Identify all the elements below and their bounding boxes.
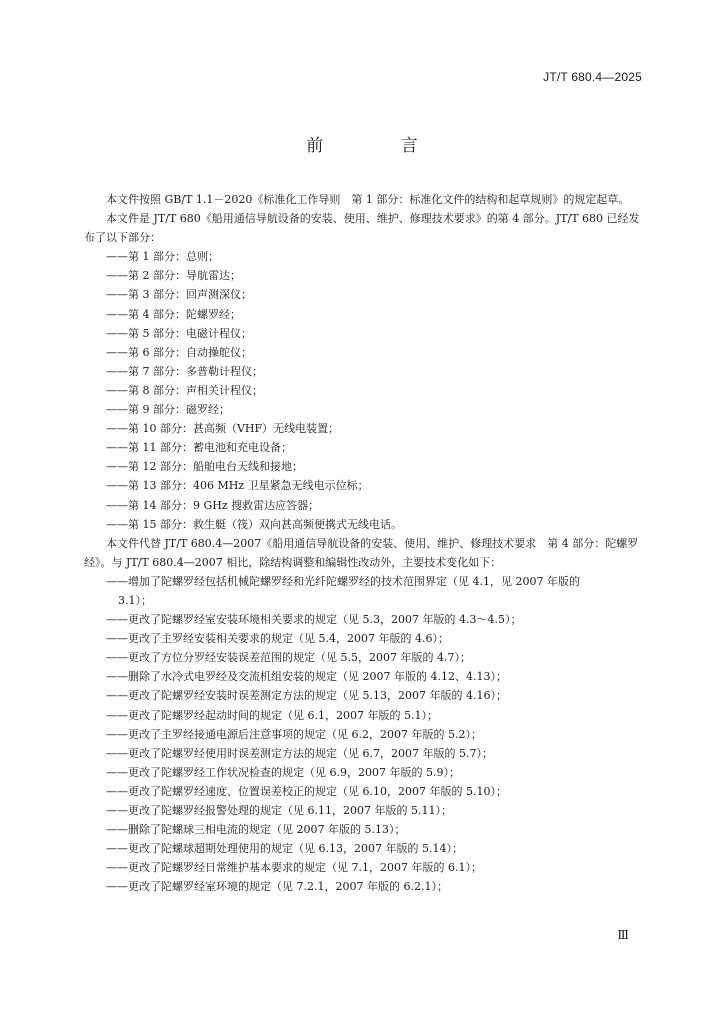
intro-paragraph-2: 本文件是 JT/T 680《船用通信导航设备的安装、使用、维护、修理技术要求》的第 4 部分。JT/T 680 已经发布了以下部分：	[84, 212, 640, 245]
change-list-item: ——更改了主罗经接通电源后注意事项的规定（见 6.2，2007 年版的 5.2）；	[106, 727, 482, 741]
change-list-item: ——更改了陀螺罗经起动时间的规定（见 6.1，2007 年版的 5.1）；	[106, 708, 438, 722]
change-list-item: ——更改了陀螺球超期处理使用的规定（见 6.13，2007 年版的 5.14）；	[106, 842, 463, 856]
standard-code-header: JT/T 680.4—2025	[543, 70, 642, 84]
part-list-item: ——第 11 部分：蓄电池和充电设备；	[106, 441, 292, 455]
change-list-item: ——更改了陀螺罗经室环境的规定（见 7.2.1，2007 年版的 6.2.1）；	[106, 880, 448, 894]
part-list-item: ——第 3 部分：回声测深仪；	[106, 288, 252, 302]
change-list-item: ——更改了方位分罗经安装误差范围的规定（见 5.5，2007 年版的 4.7）；	[106, 651, 471, 665]
part-list-item: ——第 7 部分：多普勒计程仪；	[106, 364, 263, 378]
part-list-item: ——第 9 部分：磁罗经；	[106, 403, 230, 417]
change-list-item: ——更改了主罗经安装相关要求的规定（见 5.4，2007 年版的 4.6）；	[106, 632, 449, 646]
intro-paragraph-1: 本文件按照 GB/T 1.1－2020《标准化工作导则 第 1 部分：标准化文件的结构和起草规则》的规定起草。	[106, 193, 630, 206]
change-list-item: ——更改了陀螺罗经日常维护基本要求的规定（见 7.1，2007 年版的 6.1）；	[106, 861, 482, 875]
part-list-item: ——第 14 部分：9 GHz 搜救雷达应答器；	[106, 498, 320, 512]
part-list-item: ——第 10 部分：甚高频（VHF）无线电装置；	[106, 422, 340, 436]
change-item-line-2: 3.1）；	[118, 593, 152, 607]
change-list-item: ——更改了陀螺罗经工作状况检查的规定（见 6.9，2007 年版的 5.9）；	[106, 765, 460, 779]
foreword-body	[84, 190, 644, 896]
change-list-item: ——删除了水冷式电罗经及交流机组安装的规定（见 2007 年版的 4.12、4.13）；	[106, 670, 507, 684]
change-list-item	[84, 572, 644, 610]
part-list-item: ——第 6 部分：自动操舵仪；	[106, 345, 252, 359]
part-list-item: ——第 4 部分：陀螺罗经；	[106, 307, 241, 321]
change-list-item: ——更改了陀螺罗经报警处理的规定（见 6.11，2007 年版的 5.11）；	[106, 804, 452, 817]
part-list-item: ——第 15 部分：救生艇（筏）双向甚高频便携式无线电话。	[106, 517, 402, 531]
part-list-item: ——第 5 部分：电磁计程仪；	[106, 326, 252, 340]
part-list-item: ——第 2 部分：导航雷达；	[106, 269, 241, 283]
change-list-item: ——更改了陀螺罗经安装时误差测定方法的规定（见 5.13，2007 年版的 4.16）；	[106, 689, 507, 703]
change-list-item: ——删除了陀螺球三相电流的规定（见 2007 年版的 5.13）；	[106, 823, 406, 837]
page-title: 前 言	[306, 136, 454, 156]
part-list-item: ——第 12 部分：船舶电台天线和接地；	[106, 460, 303, 474]
change-list-item: ——更改了陀螺罗经速度、位置误差校正的规定（见 6.10，2007 年版的 5.10）；	[106, 784, 507, 798]
change-list-item: ——更改了陀螺罗经室安装环境相关要求的规定（见 5.3，2007 年版的 4.3～4.5）；	[106, 613, 522, 627]
part-list-item: ——第 1 部分：总则；	[106, 250, 219, 264]
part-list-item: ——第 8 部分：声相关计程仪；	[106, 383, 263, 397]
change-list-item: ——更改了陀螺罗经使用时误差测定方法的规定（见 6.7，2007 年版的 5.7）；	[106, 746, 493, 760]
page-number: Ⅲ	[617, 928, 629, 942]
part-list-item: ——第 13 部分：406 MHz 卫星紧急无线电示位标；	[106, 479, 369, 493]
replacement-paragraph: 本文件代替 JT/T 680.4—2007《船用通信导航设备的安装、使用、维护、修理技术要求 第 4 部分：陀螺罗经》。与 JT/T 680.4—2007 相比，除结构调整和编辑性改动外，主要技术变化如下：	[84, 536, 639, 569]
change-item-line-1: ——增加了陀螺罗经包括机械陀螺罗经和光纤陀螺罗经的技术范围界定（见 4.1，见 2007 年版的	[106, 574, 580, 588]
